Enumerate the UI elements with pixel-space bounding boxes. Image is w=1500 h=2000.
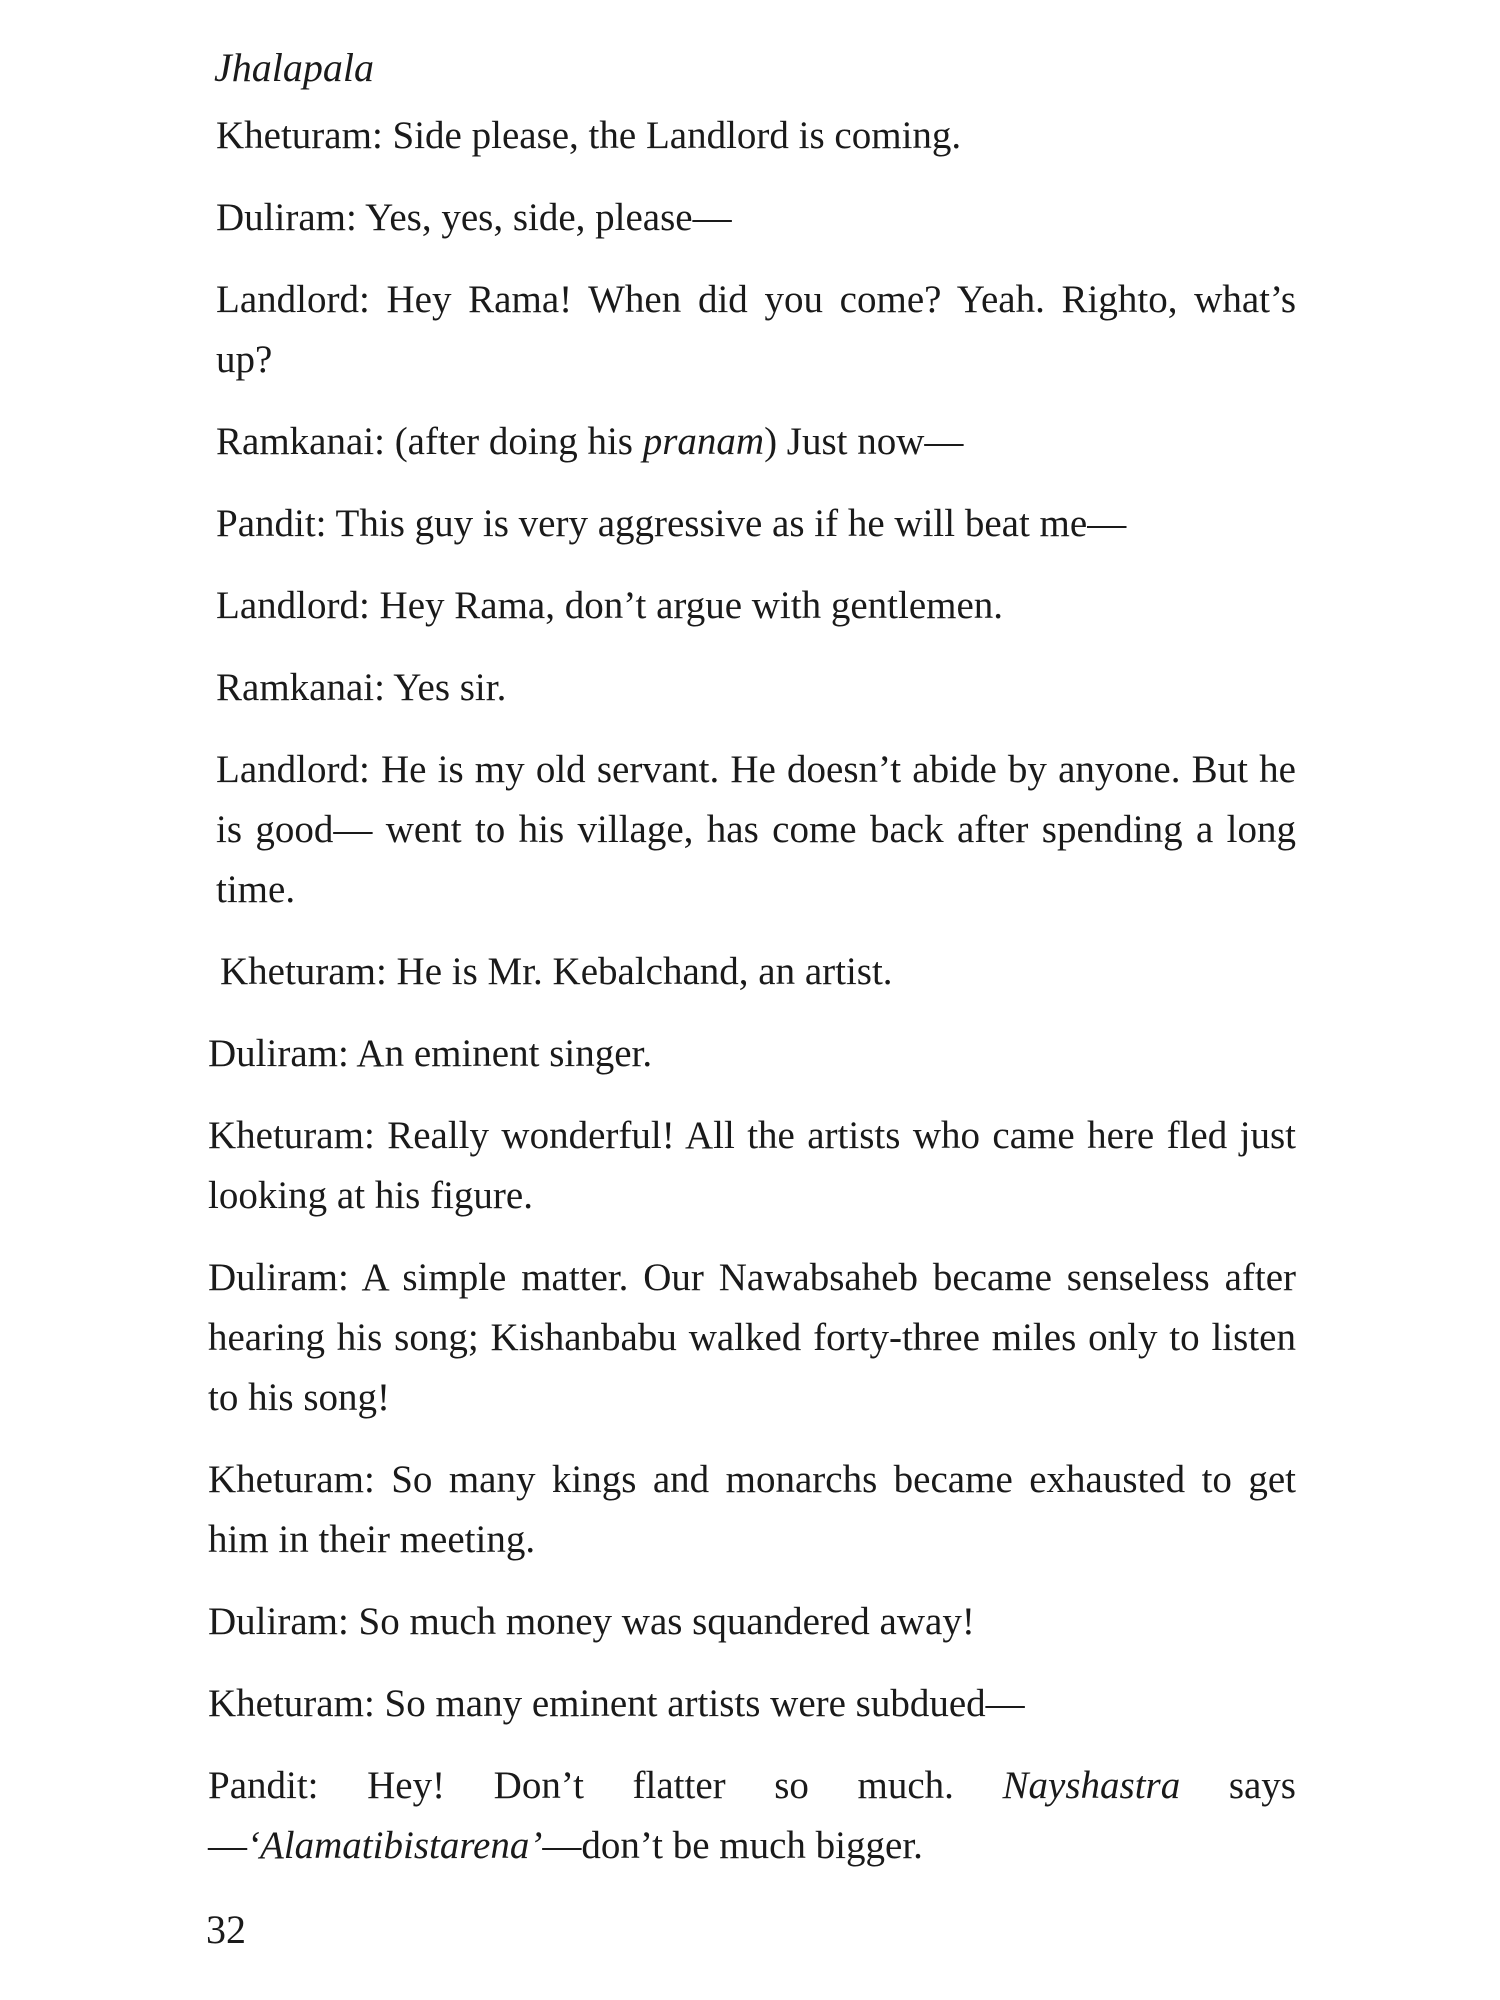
dialogue-text: says— (208, 1764, 1296, 1867)
dialogue-paragraph: Landlord: Hey Rama, don’t argue with gentlemen. (216, 584, 1004, 627)
dialogue-paragraph: Kheturam: Really wonderful! All the artists who came here fled just looking at his figure. (208, 1114, 1296, 1217)
italic-term: pranam (642, 420, 765, 463)
dialogue-paragraph: Ramkanai: Yes sir. (216, 666, 507, 709)
dialogue-paragraph: Duliram: An eminent singer. (208, 1032, 653, 1075)
dialogue-paragraph: Landlord: He is my old servant. He doesn’t abide by anyone. But he is good— went to his village, has come back after spending a long time. (216, 748, 1296, 911)
dialogue-paragraph: Pandit: This guy is very aggressive as if he will beat me— (216, 502, 1127, 545)
dialogue-text: Pandit: Hey! Don’t flatter so much. (208, 1764, 1003, 1807)
dialogue-paragraph: Kheturam: Side please, the Landlord is coming. (216, 114, 962, 157)
italic-term: Nayshastra (1002, 1764, 1181, 1807)
dialogue-paragraph: Duliram: So much money was squandered away! (208, 1600, 975, 1643)
dialogue-paragraph: Kheturam: He is Mr. Kebalchand, an artist. (220, 950, 893, 993)
dialogue-paragraph (206, 1756, 1296, 1876)
dialogue-text: ) Just now— (764, 420, 964, 463)
dialogue-paragraph: Duliram: A simple matter. Our Nawabsaheb became senseless after hearing his song; Kishanbabu walked forty-three miles only to listen to his song! (208, 1256, 1296, 1419)
dialogue-paragraph: Kheturam: So many kings and monarchs became exhausted to get him in their meeting. (208, 1458, 1296, 1561)
book-page (206, 0, 1296, 2000)
dialogue-text: —don’t be much bigger. (542, 1824, 923, 1867)
dialogue-paragraph: Landlord: Hey Rama! When did you come? Yeah. Righto, what’s up? (216, 278, 1296, 381)
page-number: 32 (206, 1907, 246, 1952)
dialogue-body (206, 106, 1296, 1876)
dialogue-paragraph (206, 412, 1296, 472)
dialogue-text: Ramkanai: (after doing his (216, 420, 643, 463)
running-head: Jhalapala (214, 45, 374, 90)
italic-term: ‘Alamatibistarena’ (247, 1824, 543, 1867)
dialogue-paragraph: Kheturam: So many eminent artists were subdued— (208, 1682, 1025, 1725)
dialogue-paragraph: Duliram: Yes, yes, side, please— (216, 196, 732, 239)
